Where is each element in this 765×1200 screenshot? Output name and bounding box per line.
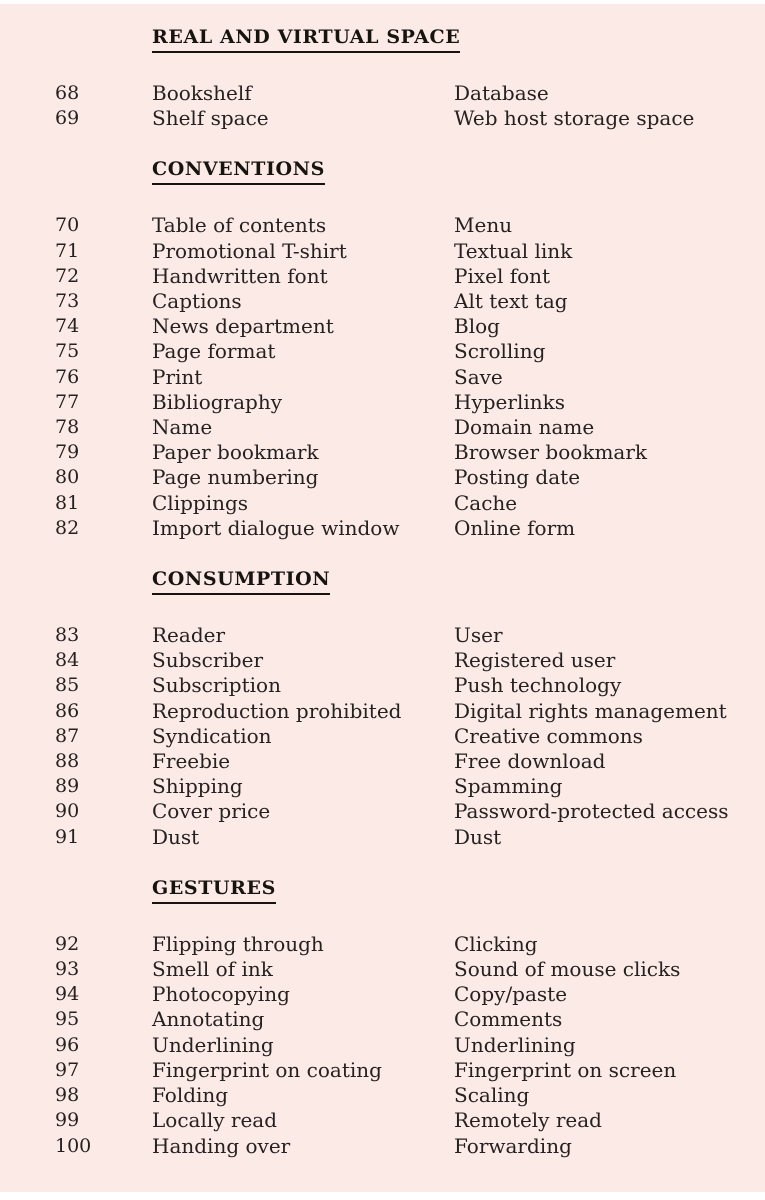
item-real-term: Name [152,415,213,440]
list-item [0,932,765,957]
item-real-term: Smell of ink [152,957,273,982]
section [0,158,765,541]
item-number: 77 [55,390,80,413]
section [0,877,765,1159]
item-number: 78 [55,416,80,439]
item-real-term: Underlining [152,1032,274,1057]
item-virtual-term: Sound of mouse clicks [454,957,681,982]
item-number: 76 [55,365,80,388]
item-virtual-term: Clicking [454,931,538,956]
section-rows [0,932,765,1159]
list-item [0,774,765,799]
item-number: 94 [55,983,80,1006]
list-item [0,749,765,774]
item-virtual-term: Dust [454,824,502,849]
item-number: 90 [55,800,80,823]
item-real-term: Captions [152,289,242,314]
item-real-term: Print [152,364,203,389]
item-real-term: Bookshelf [152,81,252,105]
list-item [0,673,765,698]
section-rows [0,213,765,541]
item-real-term: Subscriber [152,648,264,673]
item-number: 80 [55,466,80,489]
item-number: 70 [55,214,80,237]
item-virtual-term: Spamming [454,774,563,799]
item-number: 88 [55,750,80,773]
item-number: 93 [55,958,80,981]
list-item [0,699,765,724]
section-title-text: REAL AND VIRTUAL SPACE [152,26,460,53]
list-item [0,799,765,824]
item-real-term: Subscription [152,673,281,698]
list-item [0,491,765,516]
item-real-term: Clippings [152,490,249,515]
item-virtual-term: Menu [454,213,513,238]
item-virtual-term: Browser bookmark [454,440,648,465]
item-real-term: Reproduction prohibited [152,698,402,723]
list-item [0,623,765,648]
item-number: 85 [55,674,80,697]
section [0,568,765,850]
list-item [0,1007,765,1032]
item-virtual-term: Textual link [454,238,573,263]
list-item [0,339,765,364]
item-real-term: Freebie [152,749,231,774]
item-number: 68 [55,82,80,104]
item-virtual-term: Push technology [454,673,622,698]
item-number: 96 [55,1033,80,1056]
item-virtual-term: Pixel font [454,263,551,288]
list-item [0,239,765,264]
section-title [152,158,765,185]
list-item [0,957,765,982]
item-number: 84 [55,649,80,672]
item-real-term: Annotating [152,1007,265,1032]
item-real-term: Flipping through [152,931,324,956]
list-item [0,390,765,415]
item-number: 79 [55,441,80,464]
item-real-term: Paper bookmark [152,440,319,465]
item-real-term: Promotional T-shirt [152,238,347,263]
list-item [0,1134,765,1159]
item-number: 83 [55,624,80,647]
item-virtual-term: Digital rights management [454,698,727,723]
list-item [0,213,765,238]
section [0,26,765,131]
item-real-term: Page numbering [152,465,319,490]
list-item [0,465,765,490]
item-virtual-term: Forwarding [454,1133,572,1158]
list-item [0,440,765,465]
list-item [0,1108,765,1133]
item-virtual-term: Hyperlinks [454,389,565,414]
item-virtual-term: Posting date [454,465,581,490]
item-real-term: Photocopying [152,982,290,1007]
list-item [0,1033,765,1058]
item-number: 69 [55,107,80,130]
item-number: 98 [55,1084,80,1107]
list-item [0,81,765,106]
section-rows [0,623,765,850]
item-virtual-term: Database [454,81,549,105]
item-virtual-term: Alt text tag [454,289,568,314]
list-item [0,1083,765,1108]
list-item [0,264,765,289]
item-real-term: Dust [152,824,200,849]
item-real-term: Shelf space [152,106,269,131]
item-number: 74 [55,315,80,338]
item-real-term: Cover price [152,799,271,824]
item-virtual-term: Web host storage space [454,106,695,131]
item-number: 72 [55,264,80,287]
item-number: 87 [55,724,80,747]
item-number: 92 [55,932,80,955]
section-title [152,26,765,53]
item-virtual-term: Online form [454,515,576,540]
list-item [0,1058,765,1083]
item-number: 71 [55,239,80,262]
item-number: 99 [55,1109,80,1132]
list-item [0,724,765,749]
item-virtual-term: Underlining [454,1032,576,1057]
item-virtual-term: Save [454,364,503,389]
item-virtual-term: Creative commons [454,723,643,748]
list-item [0,365,765,390]
item-number: 95 [55,1008,80,1031]
item-virtual-term: Remotely read [454,1108,602,1133]
item-virtual-term: Free download [454,749,606,774]
item-real-term: Import dialogue window [152,515,400,540]
item-virtual-term: Domain name [454,415,595,440]
item-virtual-term: Registered user [454,648,616,673]
item-virtual-term: Comments [454,1007,563,1032]
item-real-term: Bibliography [152,389,282,414]
item-real-term: Fingerprint on coating [152,1057,382,1082]
section-title-text: CONSUMPTION [152,568,330,595]
list-item [0,516,765,541]
item-real-term: News department [152,314,334,339]
list-item [0,825,765,850]
item-real-term: Shipping [152,774,243,799]
item-number: 86 [55,699,80,722]
item-number: 91 [55,825,80,848]
list-item [0,415,765,440]
section-title [152,877,765,904]
item-number: 100 [55,1134,92,1157]
section-title-text: CONVENTIONS [152,158,325,185]
list-item [0,648,765,673]
item-virtual-term: Scaling [454,1083,530,1108]
item-virtual-term: Scrolling [454,339,546,364]
item-number: 73 [55,290,80,313]
item-number: 75 [55,340,80,363]
item-real-term: Handwritten font [152,263,328,288]
list-item [0,314,765,339]
real-virtual-index-list [0,4,765,1159]
item-number: 89 [55,775,80,798]
section-title [152,568,765,595]
item-virtual-term: Cache [454,490,518,515]
section-title-text: GESTURES [152,877,276,904]
list-item [0,289,765,314]
item-number: 97 [55,1058,80,1081]
item-number: 81 [55,491,80,514]
item-real-term: Locally read [152,1108,278,1133]
item-real-term: Folding [152,1083,229,1108]
item-virtual-term: Copy/paste [454,982,568,1007]
item-real-term: Reader [152,623,226,648]
item-number: 82 [55,516,80,539]
section-rows [0,81,765,131]
item-real-term: Table of contents [152,213,327,238]
list-item [0,982,765,1007]
item-virtual-term: Blog [454,314,500,339]
item-real-term: Page format [152,339,276,364]
item-real-term: Syndication [152,723,272,748]
list-item [0,106,765,131]
item-virtual-term: User [454,623,503,648]
item-virtual-term: Password-protected access [454,799,729,824]
item-real-term: Handing over [152,1133,291,1158]
item-virtual-term: Fingerprint on screen [454,1057,677,1082]
page-background [0,4,765,1192]
